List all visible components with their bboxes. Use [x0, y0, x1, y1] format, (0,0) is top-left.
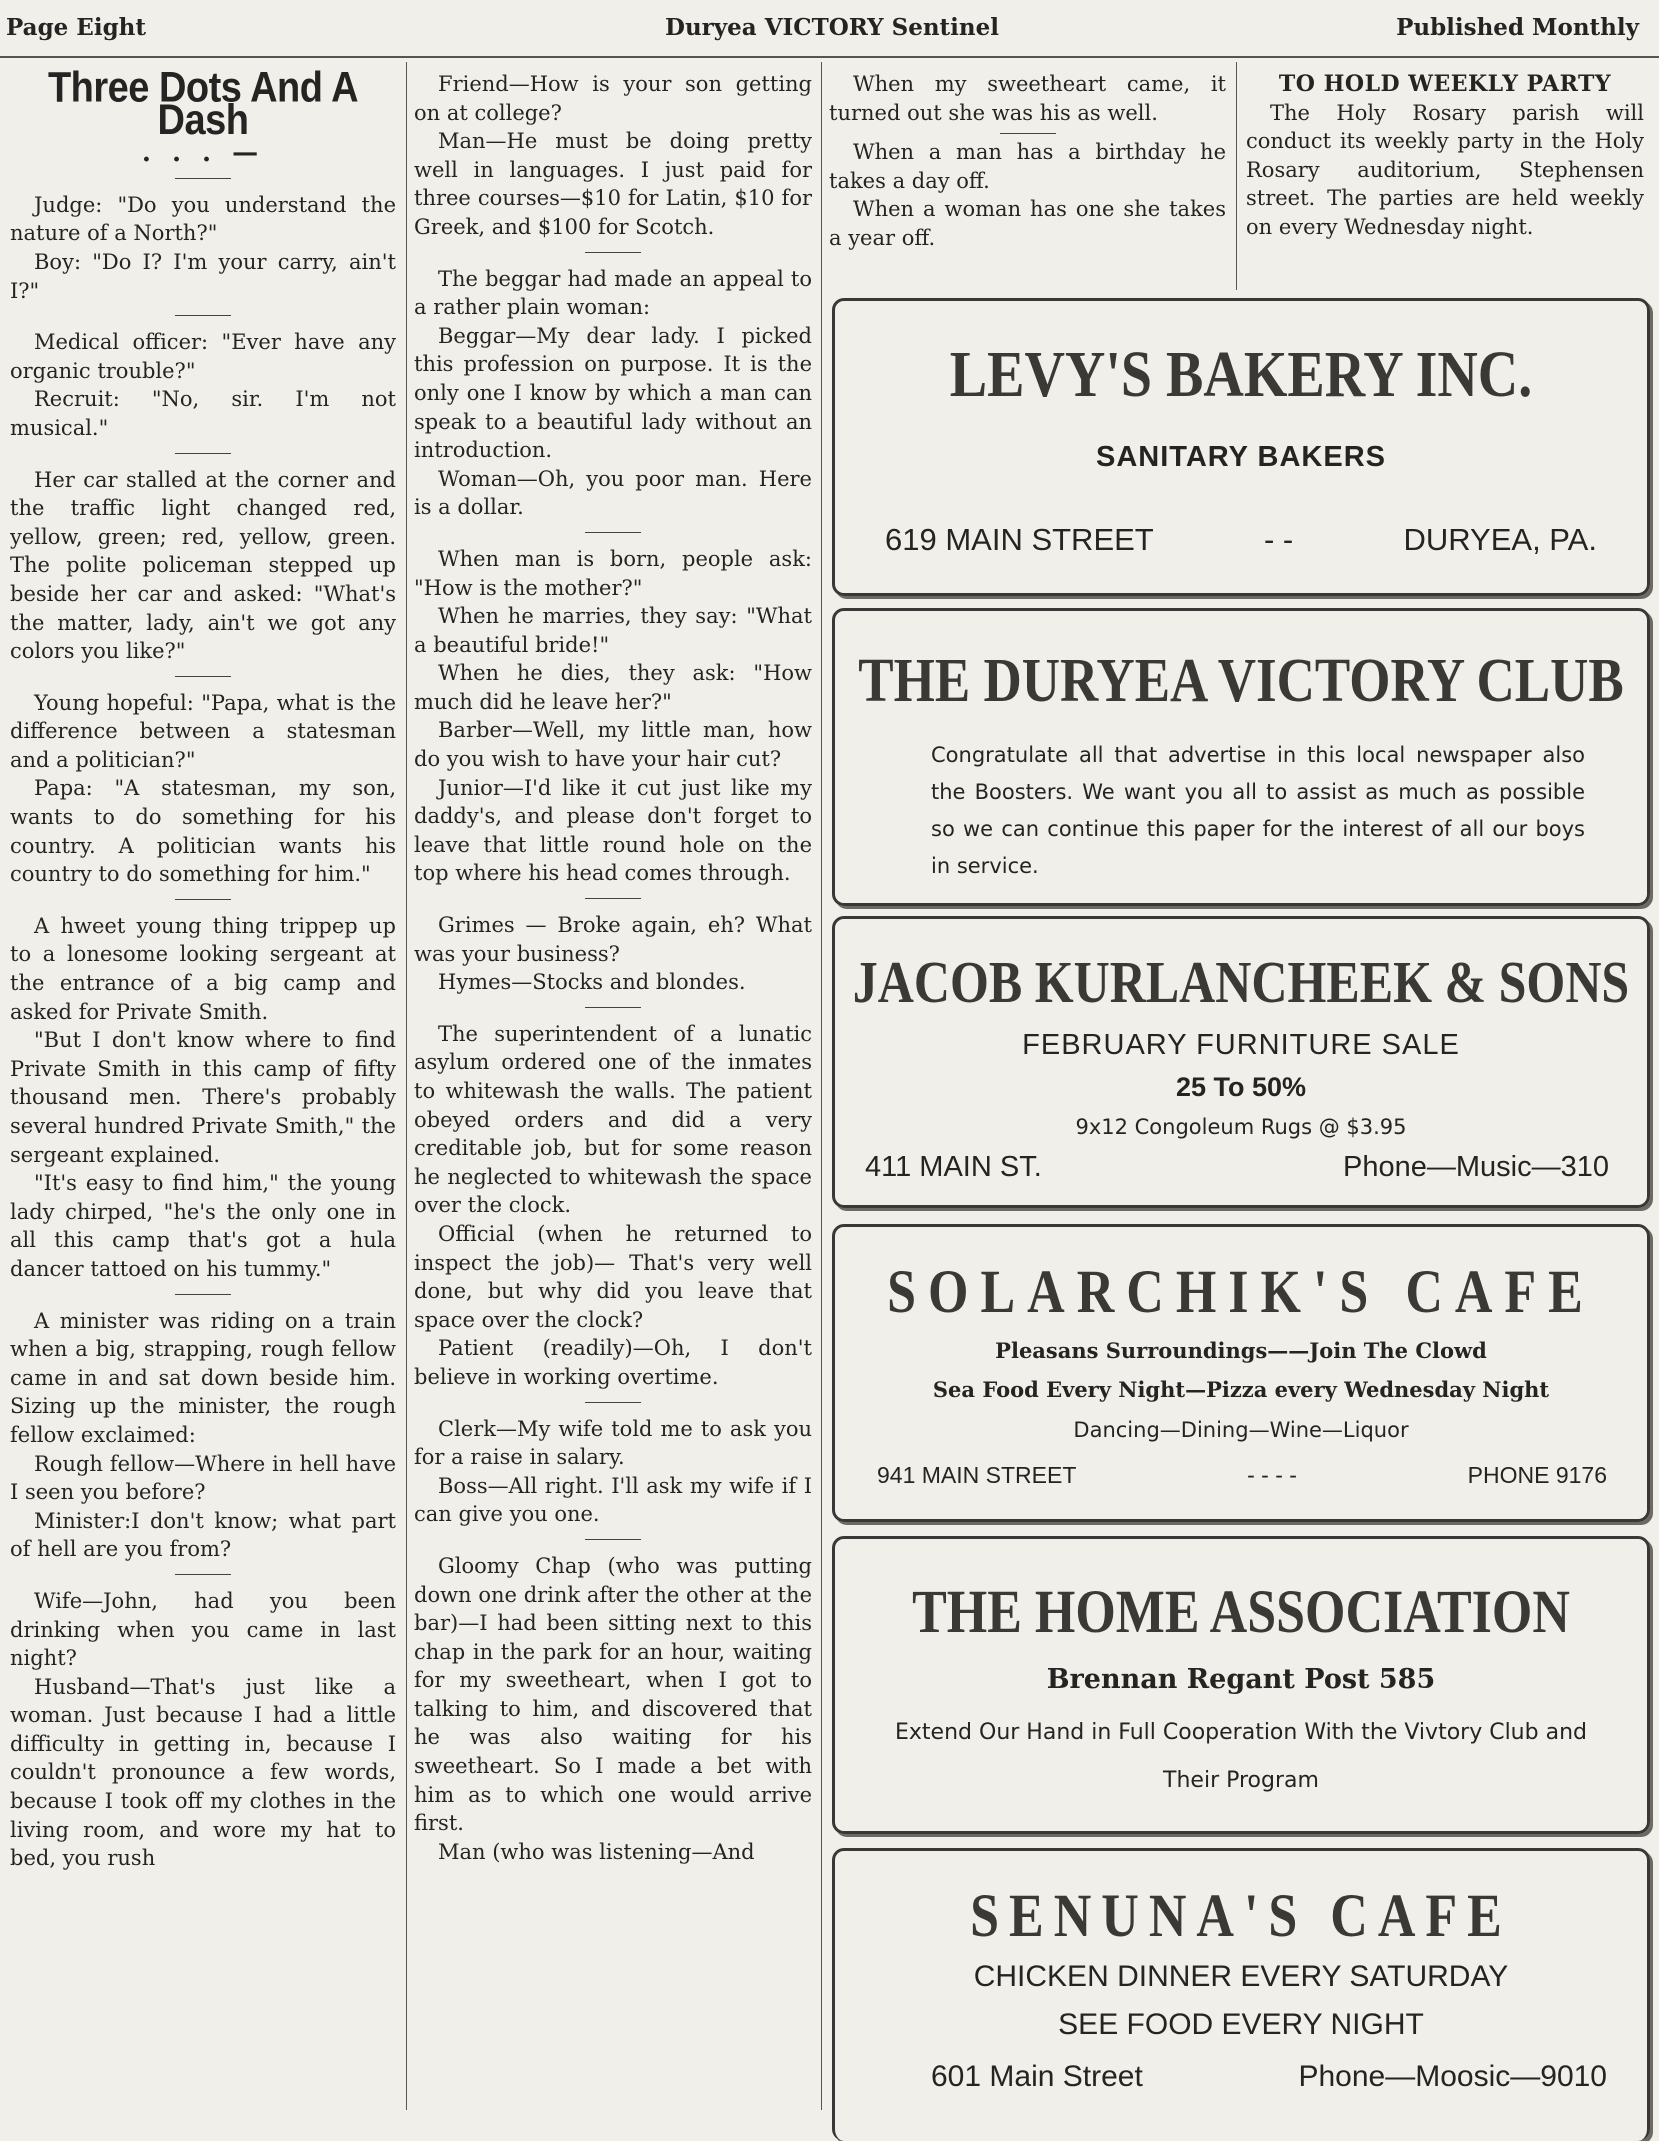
- ad-business-name: THE DURYEA VICTORY CLUB: [858, 646, 1624, 716]
- ad-rug-offer: 9x12 Congoleum Rugs @ $3.95: [1075, 1115, 1407, 1139]
- joke-paragraph: Man—He must be doing pretty well in languages. I just paid for three courses—$10 for Latin, $10 for Greek, and $100 for Scotch.: [414, 129, 812, 239]
- joke-paragraph: Rough fellow—Where in hell have I seen you before?: [10, 1451, 396, 1505]
- joke-paragraph: Friend—How is your son getting on at college?: [414, 72, 812, 125]
- page-number: Page Eight: [6, 14, 146, 41]
- joke-paragraph: Junior—I'd like it cut just like my daddy's, and please don't forget to leave that little round hole on the top where his head comes through.: [414, 775, 812, 886]
- separator: [585, 1007, 641, 1008]
- ad-business-name: THE HOME ASSOCIATION: [912, 1578, 1570, 1647]
- joke-paragraph: Boy: "Do I? I'm your carry, ain't I?": [10, 249, 396, 303]
- newspaper-name: Duryea VICTORY Sentinel: [665, 14, 1000, 41]
- ad-phone: PHONE 9176: [1467, 1462, 1607, 1488]
- joke-paragraph: When a man has a birthday he takes a day off.: [829, 140, 1226, 193]
- joke-paragraph: Minister:I don't know; what part of hell are you from?: [10, 1508, 396, 1562]
- notice-text: The Holy Rosary parish will conduct its weekly party in the Holy Rosary auditorium, Stephensen street. The parties are held weekly on every Wednesday night.: [1246, 100, 1644, 239]
- joke-paragraph: The beggar had made an appeal to a rather plain woman:: [414, 266, 812, 320]
- joke-paragraph: A minister was riding on a train when a big, strapping, rough fellow came in and sat down beside him. Sizing up the minister, the rough fellow exclaimed:: [10, 1308, 396, 1447]
- ad-line: CHICKEN DINNER EVERY SATURDAY: [973, 1960, 1509, 1993]
- separator: [585, 252, 641, 253]
- ad-address: 601 Main Street: [931, 2060, 1143, 2093]
- joke-paragraph: Beggar—My dear lady. I picked this profession on purpose. It is the only one I know by which a man can speak to a beautiful lady without an introduction.: [414, 323, 812, 463]
- ad-line: Sea Food Every Night—Pizza every Wednesday Night: [932, 1377, 1550, 1402]
- joke-paragraph: Clerk—My wife told me to ask you for a raise in salary.: [414, 1416, 812, 1470]
- ad-message: Congratulate all that advertise in this local newspaper also the Boosters. We want you all to assist as much as possible so we can continue this paper for the interest of all our boys in service.: [931, 743, 1585, 878]
- ad-tagline: SANITARY BAKERS: [1096, 441, 1386, 473]
- joke-paragraph: Hymes—Stocks and blondes.: [438, 970, 746, 995]
- joke-paragraph: Medical officer: "Ever have any organic trouble?": [10, 330, 396, 383]
- ad-dashes: - - - -: [1247, 1462, 1297, 1488]
- masthead: [0, 0, 1659, 58]
- ad-address: 941 MAIN STREET: [877, 1462, 1077, 1488]
- jokes-column-1: [10, 70, 396, 2110]
- ad-dashes: - -: [1263, 522, 1294, 557]
- joke-paragraph: Boss—All right. I'll ask my wife if I can give you one.: [414, 1473, 812, 1527]
- ad-address-row: [835, 1462, 1647, 1489]
- joke-paragraph: Wife—John, had you been drinking when you came in last night?: [10, 1588, 396, 1671]
- joke-paragraph: When my sweetheart came, it turned out she was his as well.: [829, 72, 1226, 125]
- separator: [585, 1402, 641, 1403]
- separator: [175, 676, 231, 677]
- joke-paragraph: When a woman has one she takes a year off.: [829, 197, 1226, 250]
- ad-address-row: [835, 522, 1647, 558]
- ad-victory-club: [832, 608, 1650, 906]
- ad-business-name: SENUNA'S CAFE: [970, 1882, 1512, 1951]
- joke-paragraph: The superintendent of a lunatic asylum ordered one of the inmates to whitewash the walls. The patient obeyed orders and did a very creditable job, but for some reason he neglected to whitewash the space over the clock.: [414, 1021, 812, 1218]
- column-rule: [1236, 62, 1237, 290]
- ad-phone: Phone—Moosic—9010: [1298, 2060, 1607, 2093]
- joke-paragraph: When he dies, they ask: "How much did he leave her?": [414, 661, 812, 714]
- joke-paragraph: Man (who was listening—And: [438, 1839, 755, 1864]
- joke-paragraph: A hweet young thing trippep up to a lonesome looking sergeant at the entrance of a big camp and asked for Private Smith.: [10, 913, 396, 1024]
- ad-business-name: LEVY'S BAKERY INC.: [949, 338, 1533, 412]
- ad-line: SEE FOOD EVERY NIGHT: [1058, 2008, 1424, 2041]
- separator: [585, 532, 641, 533]
- ad-sale-title: FEBRUARY FURNITURE SALE: [1022, 1029, 1460, 1061]
- separator: [175, 315, 231, 316]
- joke-paragraph: Husband—That's just like a woman. Just because I had a little difficulty in getting in, because I couldn't pronounce a few words, because I took off my clothes in the living room, and wore my hat to bed, you rush: [10, 1674, 396, 1871]
- joke-paragraph: Recruit: "No, sir. I'm not musical.": [10, 387, 396, 440]
- ad-home-association: [832, 1536, 1650, 1834]
- ad-city: DURYEA, PA.: [1403, 522, 1597, 557]
- notice-column: [1246, 70, 1644, 280]
- separator: [175, 178, 231, 179]
- ad-business-name: JACOB KURLANCHEEK & SONS: [852, 948, 1630, 1016]
- ad-kurlancheek: [832, 916, 1650, 1208]
- ad-post-name: Brennan Regant Post 585: [1046, 1664, 1436, 1695]
- column-rule: [821, 62, 822, 2110]
- ad-line: Dancing—Dining—Wine—Liquor: [1073, 1418, 1409, 1442]
- joke-paragraph: Patient (readily)—Oh, I don't believe in working overtime.: [414, 1336, 812, 1389]
- joke-paragraph: Grimes — Broke again, eh? What was your business?: [414, 913, 812, 966]
- ad-business-name: SOLARCHIK'S CAFE: [887, 1258, 1595, 1327]
- separator: [585, 898, 641, 899]
- title-ornament: . . . —: [141, 138, 265, 169]
- joke-paragraph: Woman—Oh, you poor man. Here is a dollar.: [414, 466, 812, 520]
- separator: [175, 1294, 231, 1295]
- ad-address: 411 MAIN ST.: [865, 1151, 1042, 1183]
- column-rule: [406, 62, 407, 2110]
- separator: [585, 1539, 641, 1540]
- ad-address-row: [835, 2060, 1647, 2094]
- joke-paragraph: Papa: "A statesman, my son, wants to do something for his country. A politician wants his country to do something for him.": [10, 776, 396, 887]
- jokes-column-3: [829, 70, 1226, 280]
- ad-levys-bakery: [832, 298, 1650, 596]
- ad-discount: 25 To 50%: [1175, 1072, 1307, 1102]
- separator: [175, 899, 231, 900]
- column-title: Three Dots And A Dash: [47, 70, 359, 144]
- publication-frequency: Published Monthly: [1396, 14, 1639, 41]
- ad-solarchik-cafe: [832, 1224, 1650, 1522]
- joke-paragraph: Gloomy Chap (who was putting down one drink after the other at the bar)—I had been sitting next to this chap in the park for an hour, waiting for my sweetheart, when I got to talking to him, and discovered that he was also waiting for his sweetheart. So I made a bet with him as to which one would arrive first.: [414, 1553, 812, 1836]
- joke-paragraph: Young hopeful: "Papa, what is the difference between a statesman and a politician?": [10, 690, 396, 772]
- joke-paragraph: Her car stalled at the corner and the traffic light changed red, yellow, green; red, yellow, green. The polite policeman stepped up beside her car and asked: "What's the matter, lady, ain't we got any colors you like?": [10, 467, 396, 664]
- joke-paragraph: Judge: "Do you understand the nature of a North?": [10, 192, 396, 246]
- ad-address-row: [835, 1151, 1647, 1184]
- joke-paragraph: When he marries, they say: "What a beautiful bride!": [414, 604, 812, 657]
- joke-paragraph: Official (when he returned to inspect the job)— That's very well done, but why did you leave that space over the clock?: [414, 1221, 812, 1332]
- ad-address: 619 MAIN STREET: [885, 522, 1154, 557]
- notice-heading: TO HOLD WEEKLY PARTY: [1278, 71, 1612, 97]
- ad-message: Extend Our Hand in Full Cooperation With the Vivtory Club and Their Program: [895, 1720, 1587, 1793]
- joke-paragraph: When man is born, people ask: "How is the mother?": [414, 546, 812, 600]
- joke-paragraph: Barber—Well, my little man, how do you wish to have your hair cut?: [414, 718, 812, 772]
- joke-paragraph: "It's easy to find him," the young lady chirped, "he's the only one in all this camp that's got a hula dancer tattoed on his tummy.": [10, 1171, 396, 1281]
- jokes-column-2: [414, 70, 812, 2110]
- ad-senuna-cafe: [832, 1848, 1650, 2141]
- ad-phone: Phone—Music—310: [1343, 1151, 1609, 1183]
- separator: [1000, 133, 1056, 134]
- joke-paragraph: "But I don't know where to find Private Smith in this camp of fifty thousand men. There's probably several hundred Private Smith," the sergeant explained.: [10, 1028, 396, 1167]
- ad-line: Pleasans Surroundings——Join The Clowd: [995, 1338, 1487, 1363]
- separator: [175, 1574, 231, 1575]
- separator: [175, 453, 231, 454]
